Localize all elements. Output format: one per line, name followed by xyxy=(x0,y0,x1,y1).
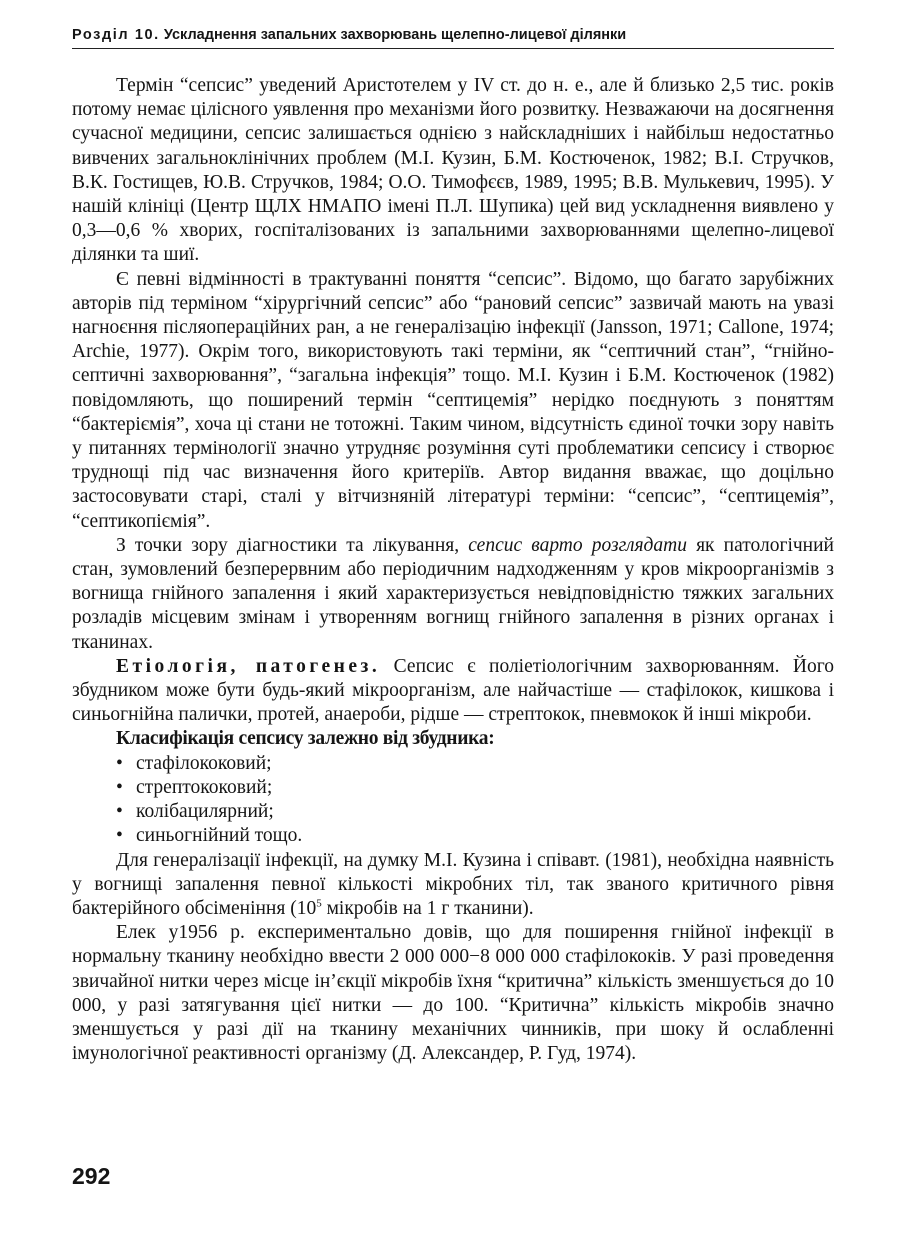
classification-heading: Класифікація сепсису залежно від збудника: xyxy=(116,728,495,750)
page-number: 292 xyxy=(72,1163,111,1189)
definition-emphasis: сепсис варто розглядати xyxy=(468,534,687,556)
page-body xyxy=(72,74,834,1066)
list-item: • синьогнійний тощо. xyxy=(116,824,834,848)
list-item: • колібацилярний; xyxy=(116,800,834,824)
section-title: Ускладнення запальних захворювань щелепно-лицевої ділянки xyxy=(159,27,627,43)
etiology-text: Сепсис є поліетіологічним захворюванням. Його збудником може бути будь-який мікроорганізм, але найчастіше — стафілокок, кишкова і синьогнійна палички, протей, анаероби, рідше — стрептокок, пневмокок й інші мікроби. xyxy=(72,655,834,726)
definition-text-end: як патологічний стан, зумовлений безперервним або періодичним надходженням у кров мікроорганізмів з вогнища гнійного запалення і який характеризується невідповідністю тяжких загальних розладів місцевим змінам і утворенням вогнищ гнійного запалення в різних органах і тканинах. xyxy=(72,534,834,653)
list-item: • стафілококовий; xyxy=(116,752,834,776)
definition-text-start: З точки зору діагностики та лікування, xyxy=(116,534,469,556)
paragraph-definition xyxy=(72,534,834,655)
list-item: • стрептококовий; xyxy=(116,776,834,800)
paragraph-etiology xyxy=(72,655,834,728)
paragraph-sepsis-history: Термін “сепсис” уведений Аристотелем у IV ст. до н. е., але й близько 2,5 тис. років потому немає цілісного уявлення про механізми його розвитку. Незважаючи на досягнення сучасної медицини, сепсис залишається однією з найскладніших і найбільш недостатньо вивчених загальноклінічних проблем (М.І. Кузин, Б.М. Костюченок, 1982; В.І. Стручков, В.К. Гостищев, Ю.В. Стручков, 1984; О.О. Тимофєєв, 1989, 1995; В.В. Мулькевич, 1995). У нашій клініці (Центр ЩЛХ НМАПО імені П.Л. Шупика) цей вид ускладнення виявлено у 0,3—0,6 % хворих, госпіталізованих із запальними захворюваннями щелепно-лицевої ділянки та шиї. xyxy=(72,75,834,266)
paragraph-elek-experiment: Елек у1956 р. експериментально довів, що для поширення гнійної інфекції в нормальну тканину необхідно ввести 2 000 000−8 000 000 стафілококів. У разі проведення звичайної нитки через місце ін’єкції мікробів їхня “критична” кількість зменшується до 10 000, у разі затягування цієї нитки — до 100. “Критична” кількість мікробів значно зменшується у разі дії на тканину механічних чинників, при шоку й ослабленні імунологічної реактивності організму (Д. Александер, Р. Гуд, 1974). xyxy=(72,922,834,1065)
running-header xyxy=(72,24,834,49)
classification-list xyxy=(72,752,834,849)
exponent: 5 xyxy=(316,897,322,910)
generalization-text-start: Для генералізації інфекції, на думку М.І. Кузина і співавт. (1981), необхідна наявність у вогнищі запалення певної кількості мікробних тіл, так званого критичного рівня бактерійного обсіменіння (10 xyxy=(72,849,834,919)
paragraph-terminology: Є певні відмінності в трактуванні поняття “сепсис”. Відомо, що багато зарубіжних авторів під терміном “хірургічний сепсис” або “рановий сепсис” зазвичай мають на увазі нагноєння післяопераційних ран, а не генералізацію інфекції (Jansson, 1971; Callone, 1974; Archie, 1977). Окрім того, використовують такі терміни, як “септичний стан”, “гнійно-септичні захворювання”, “загальна інфекція” тощо. М.І. Кузин і Б.М. Костюченок (1982) повідомляють, що поширений термін “септицемія” нерідко поєднують з поняттям “бактеріємія”, хоча ці стани не тотожні. Таким чином, відсутність єдиної точки зору навіть у питаннях термінології значно утрудняє розуміння суті проблематики сепсису і створює труднощі під час визначення його критеріїв. Автор видання вважає, що доцільно застосовувати старі, сталі у вітчизняній літературі терміни: “сепсис”, “септицемія”, “септикопіємія”. xyxy=(72,268,834,532)
etiology-heading: Етіологія, патогенез. xyxy=(116,655,381,677)
generalization-text-end: мікробів на 1 г тканини). xyxy=(321,897,534,919)
section-number: Розділ 10. xyxy=(72,27,160,43)
paragraph-generalization xyxy=(72,849,834,922)
